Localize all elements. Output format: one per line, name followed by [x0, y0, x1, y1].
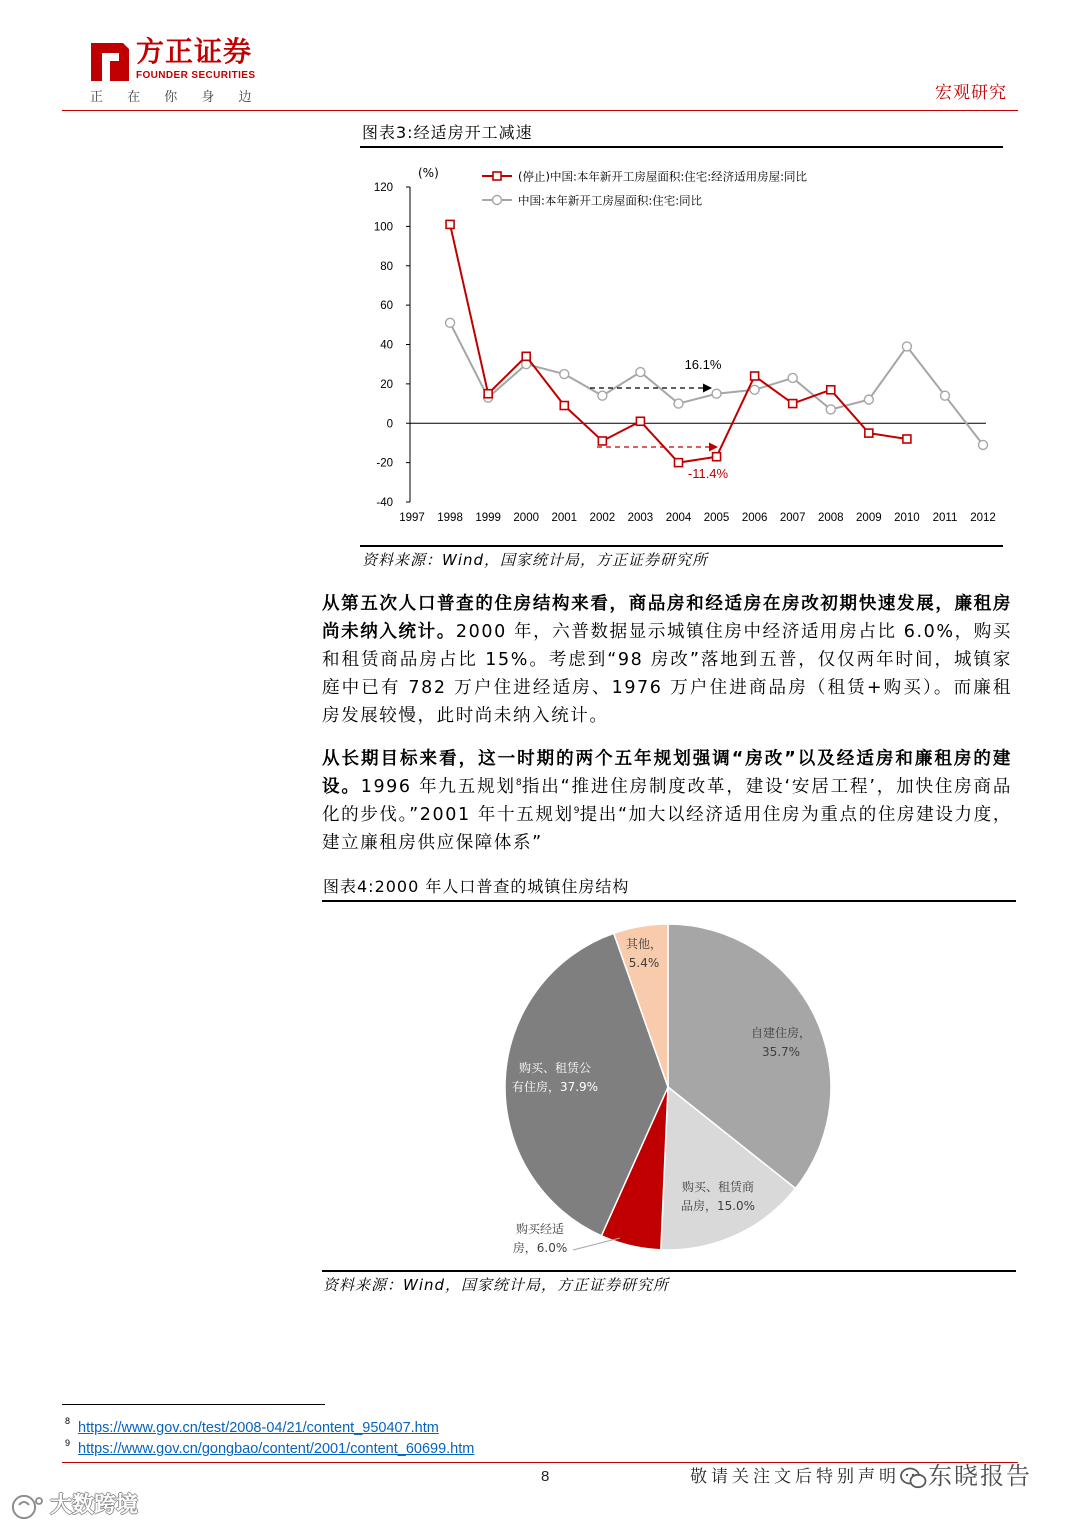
pie-label-line: 有住房，37.9% — [511, 1080, 599, 1094]
paragraph-text: 2000 年，六普数据显示城镇住房中经济适用房占比 6.0%，购买和租赁商品房占比 15%。考虑到“98 房改”落地到五普，仅仅两年时间，城镇家庭中已有 782 万户住进经适房、1976 万户住进商品房（租赁+购买）。而廉租房发展较慢，此时尚未纳入统计。 — [322, 622, 1013, 726]
pie-label-line: 购买经适 — [515, 1222, 565, 1236]
x-tick-label: 1998 — [437, 512, 463, 524]
figure3-bottom-rule — [360, 545, 1003, 547]
pie-label-line: 购买、租赁商 — [681, 1180, 755, 1194]
y-tick-label: 100 — [373, 221, 393, 234]
pie-label-line: 其他， — [625, 937, 663, 951]
pie-label-line: 5.4% — [628, 956, 660, 970]
paragraph-lead: 从长期目标来看，这一时期的两个五年规划强调“房改”以及经适房和廉租房的建设。 — [322, 749, 1012, 797]
x-tick-label: 2005 — [703, 512, 730, 524]
figure3-title: 图表3:经适房开工减速 — [362, 123, 533, 142]
pie-label-line: 购买、租赁公 — [518, 1061, 592, 1075]
data-point — [940, 391, 949, 400]
data-point — [902, 342, 911, 351]
data-point — [636, 368, 645, 377]
legend-label: (停止)中国:本年新开工房屋面积:住宅:经济适用房屋:同比 — [518, 169, 807, 184]
x-tick-label: 2000 — [513, 512, 540, 524]
data-point — [674, 399, 683, 408]
founder-logo-icon — [88, 40, 132, 84]
data-point — [713, 453, 721, 461]
annotation — [590, 357, 722, 393]
legend-label: 中国:本年新开工房屋面积:住宅:同比 — [518, 193, 703, 208]
data-point — [522, 352, 530, 360]
footer-disclaimer: 敬请关注文后特别声明 — [690, 1467, 900, 1487]
annotation-label: -11.4% — [687, 466, 729, 481]
x-tick-label: 2010 — [894, 512, 920, 524]
data-point — [864, 395, 873, 404]
paragraph-text: 1996 年九五规划 — [360, 777, 516, 797]
brand-name-english: FOUNDER SECURITIES — [136, 70, 256, 81]
brand-slogan: 正 在 你 身 边 — [90, 90, 262, 105]
series-line — [450, 224, 907, 462]
x-tick-label: 2008 — [817, 512, 844, 524]
legend-marker — [493, 172, 501, 180]
footnote-number: 8 — [65, 1416, 71, 1426]
series-line — [450, 323, 983, 445]
footer-divider — [62, 1462, 1018, 1463]
legend-marker — [493, 196, 502, 205]
annotation-label: 16.1% — [684, 357, 722, 372]
data-point — [674, 459, 682, 467]
legend-item — [482, 170, 807, 184]
y-axis-unit: (%) — [418, 166, 439, 180]
figure3-line-chart — [360, 150, 1003, 543]
annotation-arrowhead — [703, 384, 712, 393]
x-tick-label: 2006 — [741, 512, 768, 524]
footnote-ref[interactable]: 8 — [515, 778, 522, 789]
pie-label-line: 自建住房， — [750, 1026, 812, 1040]
x-tick-label: 2002 — [589, 512, 616, 524]
figure3-top-rule — [360, 146, 1003, 148]
report-category: 宏观研究 — [935, 83, 1007, 103]
data-point — [598, 391, 607, 400]
x-tick-label: 1999 — [475, 512, 501, 524]
data-point — [598, 437, 606, 445]
pie-label — [513, 1221, 568, 1255]
series-0 — [446, 220, 911, 466]
paragraph-text: 指出“推进住房制度改革，建设‘安居工程’，加快住房商品化的步伐。”2001 年十五规划 — [322, 777, 1012, 825]
brand-name: 方正证券 — [136, 35, 253, 68]
y-tick-label: 80 — [380, 260, 393, 273]
y-tick-label: 0 — [386, 418, 393, 431]
figure4-source: 资料来源：Wind，国家统计局，方正证券研究所 — [323, 1276, 670, 1294]
data-point — [484, 390, 492, 398]
paragraph-census-housing — [322, 590, 1012, 730]
figure4-bottom-rule — [322, 1270, 1016, 1272]
data-point — [560, 402, 568, 410]
data-point — [903, 435, 911, 443]
series-1 — [446, 318, 988, 449]
footnote-number: 9 — [65, 1438, 71, 1448]
x-tick-label: 1997 — [399, 512, 425, 524]
y-tick-label: 60 — [380, 300, 393, 313]
footnote-ref[interactable]: 9 — [573, 806, 580, 817]
x-tick-label: 2001 — [551, 512, 578, 524]
figure4-pie-chart — [322, 902, 1016, 1268]
data-point — [788, 373, 797, 382]
annotation-arrowhead — [709, 443, 718, 452]
page-number: 8 — [541, 1468, 550, 1485]
data-point — [750, 385, 759, 394]
x-tick-label: 2009 — [856, 512, 882, 524]
data-point — [560, 370, 569, 379]
data-point — [636, 417, 644, 425]
data-point — [712, 389, 721, 398]
paragraph-lead: 从第五次人口普查的住房结构来看，商品房和经适房在房改初期快速发展，廉租房尚未纳入统计。 — [322, 594, 1012, 642]
y-tick-label: 20 — [380, 378, 393, 391]
x-tick-label: 2004 — [665, 512, 692, 524]
watermark-logo-icon — [10, 1493, 46, 1521]
y-tick-label: 40 — [380, 339, 393, 352]
pie-label-line: 品房，15.0% — [680, 1199, 756, 1213]
wechat-icon — [900, 1467, 927, 1490]
pie-label-line: 35.7% — [761, 1045, 801, 1059]
y-tick-label: -40 — [376, 497, 393, 509]
y-tick-label: -20 — [376, 457, 393, 470]
x-tick-label: 2012 — [970, 512, 996, 524]
x-tick-label: 2007 — [779, 512, 806, 524]
data-point — [865, 429, 873, 437]
pie-label-line: 房，6.0% — [512, 1241, 568, 1255]
header-divider — [62, 110, 1018, 111]
x-tick-label: 2003 — [627, 512, 654, 524]
legend-item — [482, 194, 703, 208]
footnote-divider — [62, 1404, 325, 1405]
data-point — [826, 405, 835, 414]
watermark-brand: 大数跨境 — [50, 1493, 139, 1518]
data-point — [789, 400, 797, 408]
paragraph-five-year-plans — [322, 745, 1012, 857]
footnote-link[interactable]: https://www.gov.cn/gongbao/content/2001/content_60699.htm — [78, 1441, 475, 1457]
figure4-title: 图表4:2000 年人口普查的城镇住房结构 — [323, 877, 630, 896]
annotation — [597, 443, 729, 482]
paragraph-text: 提出“加大以经济适用住房为重点的住房建设力度，建立廉租房供应保障体系” — [322, 805, 1013, 853]
data-point — [446, 318, 455, 327]
pie-leader-line — [573, 1238, 620, 1250]
data-point — [446, 220, 454, 228]
y-tick-label: 120 — [373, 182, 393, 194]
figure3-source: 资料来源：Wind，国家统计局，方正证券研究所 — [362, 551, 709, 569]
data-point — [751, 372, 759, 380]
x-tick-label: 2011 — [932, 512, 958, 524]
data-point — [827, 386, 835, 394]
footnote-link[interactable]: https://www.gov.cn/test/2008-04/21/content_950407.htm — [78, 1420, 439, 1436]
data-point — [979, 440, 988, 449]
watermark-account-name: 东晓报告 — [928, 1462, 1032, 1490]
